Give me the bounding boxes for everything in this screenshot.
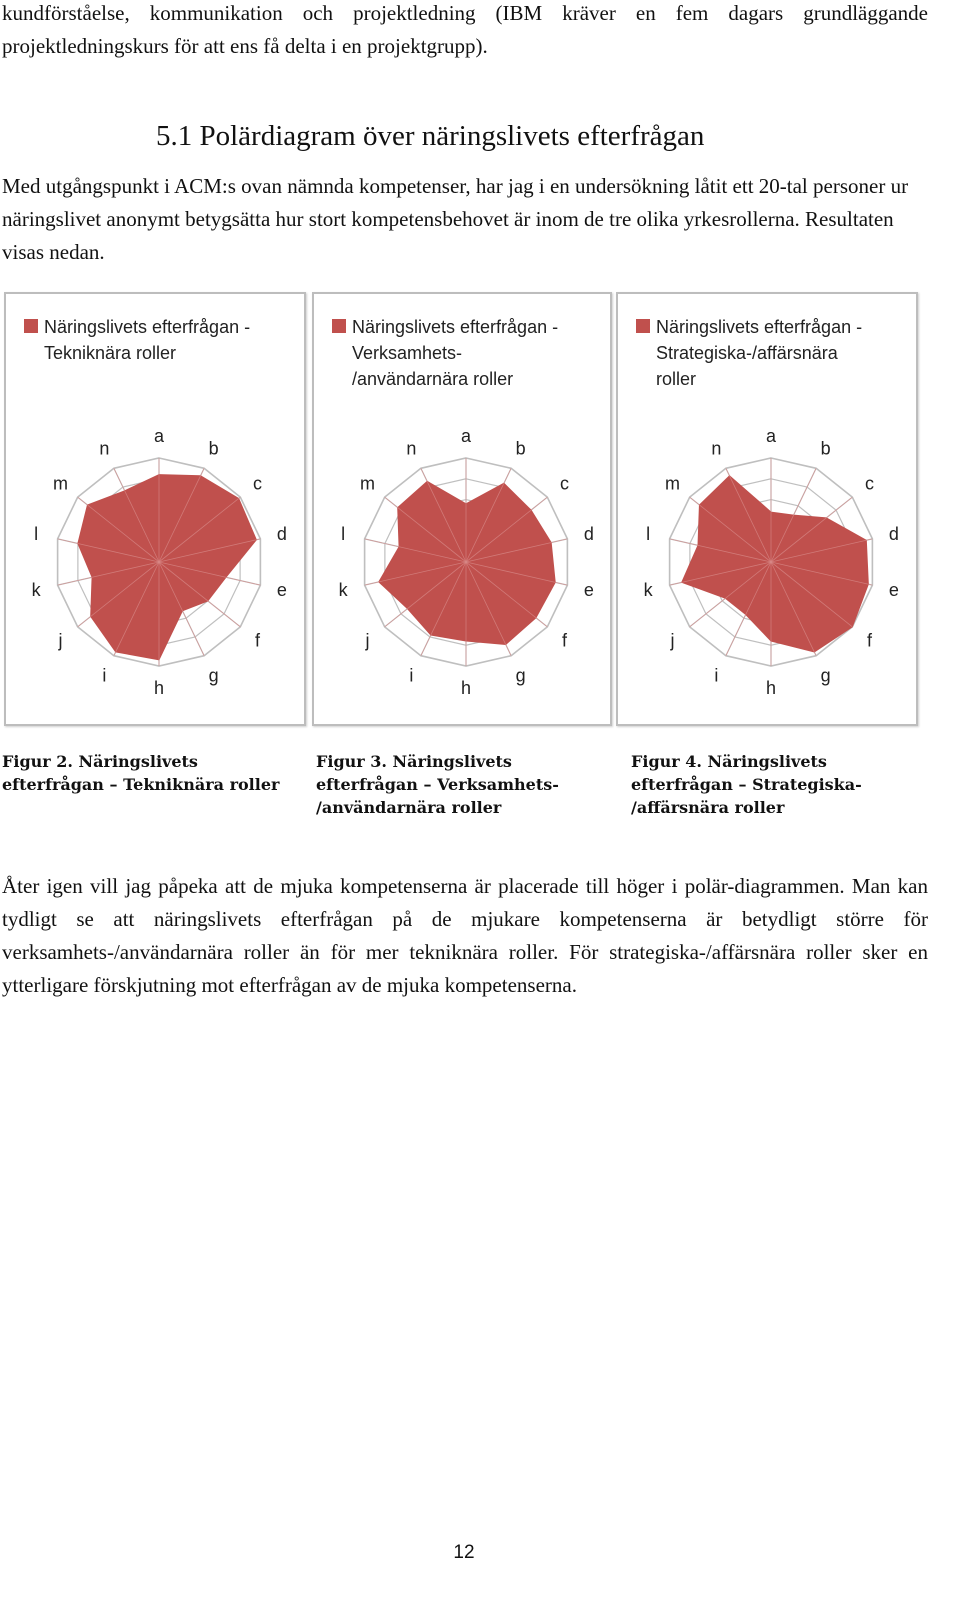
legend-swatch [332,319,346,333]
intro-paragraph: kundförståelse, kommunikation och projektledning (IBM kräver en fem dagars grundläggande projektledningskurs för att ens få delta i en projektgrupp). [2,1,928,58]
radar-category-label: g [820,665,831,686]
radar-category-label: c [253,473,263,494]
radar-category-label: i [409,665,414,686]
radar-chart-strategiska [616,292,918,726]
radar-category-label: j [670,630,675,651]
radar-category-label: c [560,473,570,494]
method-paragraph: Med utgångspunkt i ACM:s ovan nämnda kompetenser, har jag i en undersökning låtit ett 20-tal personer ur näringslivet anonymt betygsätta hur stort kompetensbehovet är inom de tre olika yrkesrollerna. Resultaten visas nedan. [2,174,909,264]
radar-category-label: g [515,665,526,686]
legend-swatch [24,319,38,333]
radar-category-label: b [515,438,526,459]
radar-chart-verksamhetsnara [312,292,612,726]
radar-category-label: n [99,438,110,459]
radar-category-label: f [255,630,261,651]
radar-category-label: k [643,580,653,601]
radar-category-label: f [562,630,568,651]
radar-category-label: a [765,426,777,446]
radar-category-label: k [338,580,348,601]
figure-caption-3: Figur 3. Näringslivets efterfrågan – Verksamhets- /användarnära roller [316,752,559,817]
radar-category-label: e [583,580,594,601]
chart-legend [332,314,598,392]
page-number: 12 [453,1542,475,1563]
radar-category-label: i [714,665,719,686]
legend-label: Näringslivets efterfrågan - Strategiska-/affärsnära roller [656,317,863,389]
radar-series-area [682,476,869,652]
radar-category-label: d [583,523,594,544]
radar-category-label: g [208,665,219,686]
radar-category-label: m [664,473,680,494]
radar-category-label: m [359,473,375,494]
radar-category-label: j [58,630,63,651]
legend-swatch [636,319,650,333]
radar-category-label: h [460,678,472,698]
radar-category-label: j [365,630,370,651]
radar-category-label: n [406,438,417,459]
radar-category-label: m [52,473,68,494]
section-heading: 5.1 Polärdiagram över näringslivets efterfrågan [156,120,705,152]
radar-plot [6,412,304,712]
radar-category-label: h [153,678,165,698]
radar-category-label: n [711,438,722,459]
radar-category-label: b [820,438,831,459]
figure-caption-4: Figur 4. Näringslivets efterfrågan – Strategiska- /affärsnära roller [631,752,862,817]
legend-label: Näringslivets efterfrågan - Verksamhets- /användarnära roller [352,317,559,389]
radar-category-label: e [276,580,287,601]
figure-caption-2: Figur 2. Näringslivets efterfrågan – Tekniknära roller [2,752,280,794]
radar-category-label: k [31,580,41,601]
chart-legend [24,314,292,366]
radar-category-label: l [341,523,346,544]
result-paragraph: Åter igen vill jag påpeka att de mjuka kompetenserna är placerade till höger i polär-diagrammen. Man kan tydligt se att näringslivets efterfrågan på de mjukare kompetenserna är betydligt större för verksamhets-/användarnära roller än för mer tekniknära roller. För strategiska-/affärsnära roller sker en ytterligare förskjutning mot efterfrågan av de mjuka kompetenserna. [2,874,928,997]
radar-category-label: b [208,438,219,459]
radar-category-label: e [888,580,899,601]
radar-chart-tekniknara [4,292,306,726]
radar-category-label: a [153,426,165,446]
radar-category-label: d [276,523,287,544]
radar-category-label: d [888,523,899,544]
radar-category-label: i [102,665,107,686]
chart-legend [636,314,904,392]
radar-category-label: c [865,473,875,494]
radar-series-area [78,475,256,660]
radar-category-label: h [765,678,777,698]
radar-category-label: f [867,630,873,651]
radar-category-label: l [34,523,39,544]
radar-category-label: l [646,523,651,544]
radar-plot [314,412,610,712]
radar-plot [618,412,916,712]
radar-category-label: a [460,426,472,446]
legend-label: Näringslivets efterfrågan - Tekniknära roller [44,317,251,363]
